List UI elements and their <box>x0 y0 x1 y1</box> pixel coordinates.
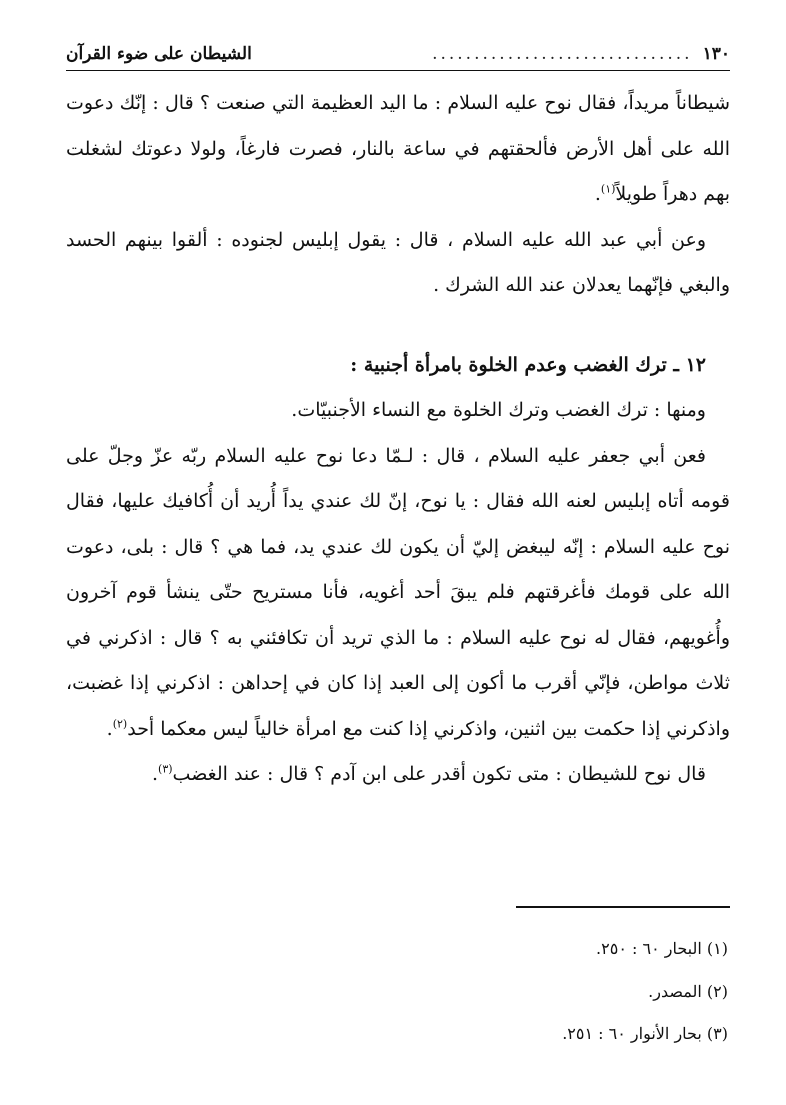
paragraph-1-text: شيطاناً مريداً، فقال نوح عليه السلام : ما اليد العظيمة التي صنعت ؟ قال : إنّك دعوت الله على أهل الأرض فألحقتهم في ساعة بالنار، فصرت فارغاً، ولولا دعوتك لشغلت بهم دهراً طويلاً <box>66 92 730 205</box>
footnote-1: (١) البحار ٦٠ : ٢٥٠. <box>596 939 728 958</box>
section-heading: ١٢ ـ ترك الغضب وعدم الخلوة بامرأة أجنبية : <box>350 353 706 376</box>
header-dot-leader: ............................... <box>432 44 693 64</box>
paragraph-5: قال نوح للشيطان : متى تكون أقدر على ابن آدم ؟ قال : عند الغضب$^{(٣)}$. <box>151 762 706 785</box>
footnote-separator <box>516 906 730 908</box>
paragraph-5-text: قال نوح للشيطان : متى تكون أقدر على ابن آدم ؟ قال : عند الغضب <box>172 763 706 785</box>
paragraph-2: وعن أبي عبد الله عليه السلام ، قال : يقول إبليس لجنوده : ألقوا بينهم الحسد والبغي فإنّهما يعدلان عند الله الشرك . <box>66 228 730 296</box>
paragraph-4-text: فعن أبي جعفر عليه السلام ، قال : لـمّا دعا نوح عليه السلام ربّه عزّ وجلّ على قومه أتاه إبليس لعنه الله فقال : يا نوح، إنّ لك عندي يداً أُريد أن أُكافيك عليها، فقال نوح عليه السلام : إنّه ليبغض إليّ أن يكون لك عندي يد، فما هي ؟ قال : بلى، دعوت الله على قومك فأغرقتهم فلم يبقَ أحد أغويه، فأنا مستريح حتّى ينشأ قوم آخرون وأُغويهم، فقال له نوح عليه السلام : ما الذي تريد أن تكافئني به ؟ قال : اذكرني في ثلاث مواطن، فإنّي أقرب ما أكون إلى العبد إذا كان في إحداهن : اذكرني إذا غضبت، واذكرني إذا حكمت بين اثنين، واذكرني إذا كنت مع امرأة خالياً ليس معكما أحد <box>66 444 730 740</box>
paragraph-4: فعن أبي جعفر عليه السلام ، قال : لـمّا دعا نوح عليه السلام ربّه عزّ وجلّ على قومه أتاه إبليس لعنه الله فقال : يا نوح، إنّ لك عندي يداً أُريد أن أُكافيك عليها، فقال نوح عليه السلام : إنّه ليبغض إليّ أن يكون لك عندي يد، فما هي ؟ قال : بلى، دعوت الله على قومك فأغرقتهم فلم يبقَ أحد أغويه، فأنا مستريح حتّى ينشأ قوم آخرون وأُغويهم، فقال له نوح عليه السلام : ما الذي تريد أن تكافئني به ؟ قال : اذكرني في ثلاث مواطن، فإنّي أقرب ما أكون إلى العبد إذا كان في إحداهن : اذكرني إذا غضبت، واذكرني إذا حكمت بين اثنين، واذكرني إذا كنت مع امرأة خالياً ليس معكما أحد$^{(٢)}$. <box>66 444 730 740</box>
running-header <box>66 42 730 71</box>
footnote-ref-3: (٣) <box>158 762 173 776</box>
footnote-ref-2: (٢) <box>112 717 128 731</box>
section-spacer <box>66 309 730 343</box>
footnotes <box>66 928 728 1056</box>
page-number: ١٣٠ <box>702 44 730 64</box>
footnote-ref-1: (١) <box>600 182 616 196</box>
book-title: الشيطان على ضوء القرآن <box>66 44 252 64</box>
paragraph-3: ومنها : ترك الغضب وترك الخلوة مع النساء الأجنبيّات. <box>291 399 706 421</box>
footnote-2: (٢) المصدر. <box>648 981 728 1001</box>
footnote-3: (٣) بحار الأنوار ٦٠ : ٢٥١. <box>562 1024 728 1043</box>
paragraph-1: شيطاناً مريداً، فقال نوح عليه السلام : ما اليد العظيمة التي صنعت ؟ قال : إنّك دعوت الله على أهل الأرض فألحقتهم في ساعة بالنار، فصرت فارغاً، ولولا دعوتك لشغلت بهم دهراً طويلاً$^{(١)}$. <box>66 92 730 205</box>
